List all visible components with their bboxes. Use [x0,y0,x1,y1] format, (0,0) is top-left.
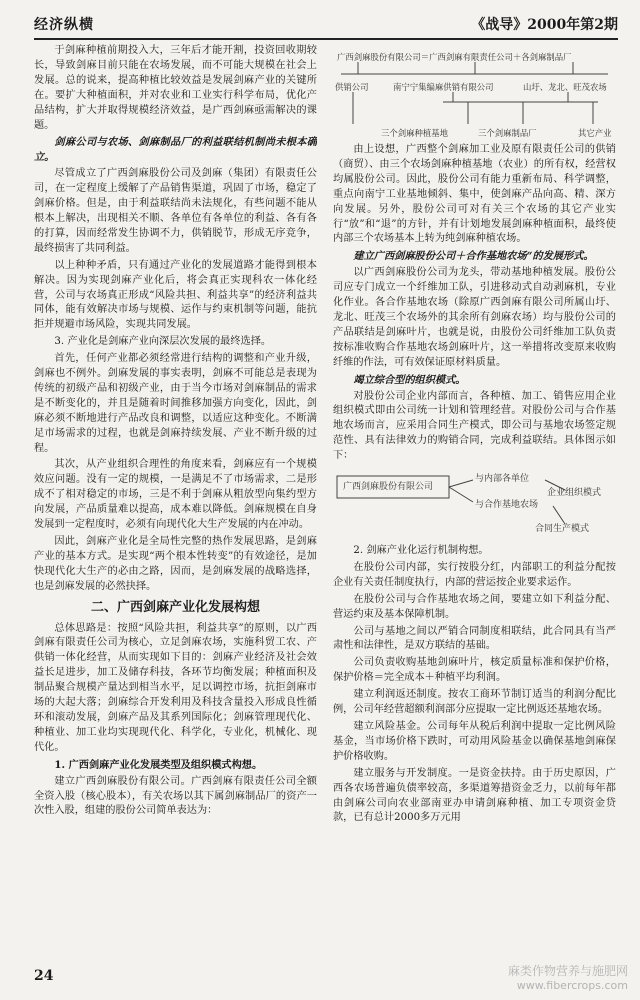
diagram-sub-a: 三个剑麻种植基地 [381,128,448,138]
org-box-label: 广西剑麻股份有限公司 [343,482,434,493]
right-paragraphs-a [333,143,616,464]
org-bottom-branch: 与合作基地农场 [475,500,539,511]
right-column [333,44,616,964]
watermark-cn: 麻类作物营养与施肥网 [507,964,628,978]
paragraph: 剑麻公司与农场、剑麻制品厂的利益联结机制尚未根本确立。 [34,136,317,164]
paragraph: 建立广西剑麻股份公司＋合作基地农场“的发展形式。 [353,250,594,263]
paragraph: 于剑麻种植前期投入大，三年后才能开割，投资回收期较长，导致剑麻目前只能在农场发展，而不可能大规模在社会上发展。总的说来，提高种植比较效益是发展剑麻产业的关键所在。要扩大种植面积，并对农业和工业实行科学布局，优化产品结构，扩大并取得规模经济效益，是广西剑麻亟需解决的课题。 [34,45,317,131]
paragraph: 2. 剑麻产业化运行机制构想。 [353,545,489,557]
paragraph: 公司负责收购基地剑麻叶片，核定质量标准和保护价格，保护价格＝完全成本＋种植平均利润。 [333,657,616,684]
paragraph: 其次，从产业组织合理性的角度来看，剑麻应有一个规模效应问题。没有一定的规模，一是满足不了市场需求，二是形成不了相对稳定的市场，三是不利于剑麻从粗放型向集约型方向发展，产品质量难以提高，成本难以降低。剑麻规模在自身发展到一定程度时，必须有向现代化大生产发展的内在冲动。 [34,459,317,531]
paragraph: 由上设想，广西整个剑麻加工业及原有限责任公司的供销（商贸）、由三个农场剑麻种植基地（农业）的所有权，经营权均属股份公司。因此，股份公司有能力重新布局、科学调整，重点向南宁工业基地倾斜、集中，使剑麻产品向高、精、深方向发展。另外，股份公司可对有关三个农场的其它产业实行“放”和“退”的方针，并有计划地发展剑麻种植面积，最终使内部三个农场基本上转为纯剑麻种植农场。 [333,144,616,245]
paragraph: 首先，任何产业都必须经常进行结构的调整和产业升级，剑麻也不例外。剑麻发展的事实表明，剑麻不可能总是表现为传统的初级产品和初级产业，由于当今市场对剑麻制品的需求是不断变化的，并且是随着时间推移加强方向变化，因此，剑麻必须不断地进行产品改良和调整，以适应这种变化。不断满足市场需求的过程，也就是剑麻持续发展、产业不断升级的过程。 [34,353,317,454]
diagram-sub-c: 其它产业 [578,128,612,138]
left-column [34,44,317,964]
organization-diagram [333,468,616,538]
right-paragraphs-b [333,544,616,826]
paragraph: 对股份公司企业内部而言，各种植、加工、销售应用企业组织模式即由公司统一计划和管理经营。对股份公司与合作基地农场而言，应采用合同生产模式，即公司与基地农场签定规范性、具有法律效力的购销合同，完成利益联结。具体图示如下： [333,390,616,462]
left-paragraphs-a [34,44,317,595]
journal-name: 经济纵横 [34,17,94,33]
diagram-branch-c: 山圩、龙北、旺茂农场 [523,82,607,92]
paragraph: 总体思路是：按照“风险共担，利益共享”的原则，以广西剑麻有限责任公司为核心，立足剑麻农场，实施科贸工农、产供销一体化经营，从而实现如下目的：剑麻产业经济及社会效益长足进步，加工及储存科技，各环节均衡发展；种植面积及制品聚合规模产量达到相当水平，足以调控市场，抗拒剑麻市场的大起大落；剑麻综合开发利用及科技含量投入形成良性循环和滚动发展，剑麻产品及其系列国际化；剑麻管理现代化、种植业、加工业均实现现代化、科学化，专业化，机械化、现代化。 [34,622,317,753]
paragraph: 建立广西剑麻股份有限公司。广西剑麻有限责任公司全额全资入股（核心股本），有关农场以其下属剑麻制品厂的资产一次性入股，组建的股份公司简单表达为： [34,775,317,817]
paragraph: 在股份公司与合作基地农场之间，要建立如下利益分配、营运约束及基本保障机制。 [333,593,616,620]
page-number: 24 [34,968,54,984]
org-top-result: 企业组织模式 [547,488,602,499]
structure-diagram [333,44,616,139]
section-heading: 二、广西剑麻产业化发展构想 [90,599,260,615]
paragraph: 因此，剑麻产业化是全局性完整的热作发展思路，是剑麻产业的基本方式。是实现“两个根本性转变”的有效途径，是加快现代化大生产的必由之路，因而，是剑麻发展的战略选择，也是剑麻发展的必然抉择。 [34,536,317,592]
paragraph: 以广西剑麻股份公司为龙头，带动基地种植发展。股份公司应专门成立一个纤维加工队，引进移动式自动剥麻机，专业化作业。各合作基地农场（除原广西剑麻有限公司所属山圩、龙北、旺茂三个农场外的其余所有剑麻农场）均与股份公司的产品联结是剑麻叶片，也就是说，由股份公司纤维加工队负责按标准收购合作基地农场剑麻叶片，这一举措将改变原来收购纤维的作法，可有效保证原材料质量。 [333,267,616,368]
watermark-url: www.fibercrops.com [516,979,628,992]
paragraph: 在股份公司内部，实行按股分红，内部职工的利益分配按企业有关责任制度执行，内部的营运按企业要求运作。 [333,561,616,588]
paragraph: 尽管成立了广西剑麻股份公司及剑麻（集团）有限责任公司，在一定程度上缓解了产品销售渠道，巩固了市场，稳定了剑麻价格。但是，由于利益联结尚未法规化，有些问题不能从根本上解决，出现相关不顺、各单位有各单位的利益、各有各的打算，因而经常发生协调不力，供销脱节，形成无序竞争，最终损害了共同利益。 [34,168,317,254]
paragraph: 1. 广西剑麻产业化发展类型及组织模式构想。 [54,758,263,771]
paragraph: 竭立综合型的组织模式。 [353,373,466,386]
paragraph: 以上种种矛盾，只有通过产业化的发展道路才能得到根本解决。因为实现剑麻产业化后，将会真正实现科农一体化经营，公司与农场真正形成“风险共担、利益共享”的经济利益共同体，能有效解决市场与规模、运作与约束机制等问题，能抗拒并规避市场风险，实现共同发展。 [34,259,317,331]
paragraph: 3. 产业化是剑麻产业向深层次发展的最终选择。 [54,336,272,348]
left-paragraphs-b [34,622,317,820]
paragraph: 建立利润返还制度。按农工商环节制订适当的利润分配比例，公司年经营超额利润部分应提取一定比例返还基地农场。 [333,689,616,716]
diagram-top-label: 广西剑麻股份有限公司＝广西剑麻有限责任公司＋各剑麻制品厂 [337,52,572,62]
site-watermark [508,962,628,992]
diagram-branch-a: 供销公司 [335,82,369,92]
paragraph: 公司与基地之间以严销合同制度相联结，此合同具有当严肃性和法律性，是双方联结的基础。 [333,625,616,652]
paragraph: 建立风险基金。公司每年从税后利润中提取一定比例风险基金，当市场价格下跌时，可动用风险基金以确保基地剑麻保护价格收购。 [333,721,616,762]
diagram-sub-b: 三个剑麻制品厂 [478,128,537,138]
issue-info: 《战导》2000年第2期 [471,17,618,33]
org-top-branch: 与内部各单位 [475,474,530,485]
diagram-branch-b: 南宁宁集编麻供销有限公司 [393,82,494,92]
paragraph: 建立服务与开发制度。一是资金扶持。由于历史原因，广西各农场普遍负债率较高，多渠道筹措资金乏力，以前每年都由剑麻公司向农业部南亚办申请剑麻种植、加工专项资金贷款，已有总计2000多万元用 [333,767,616,824]
org-bottom-result: 合同生产模式 [535,524,590,535]
page-header [34,8,618,40]
